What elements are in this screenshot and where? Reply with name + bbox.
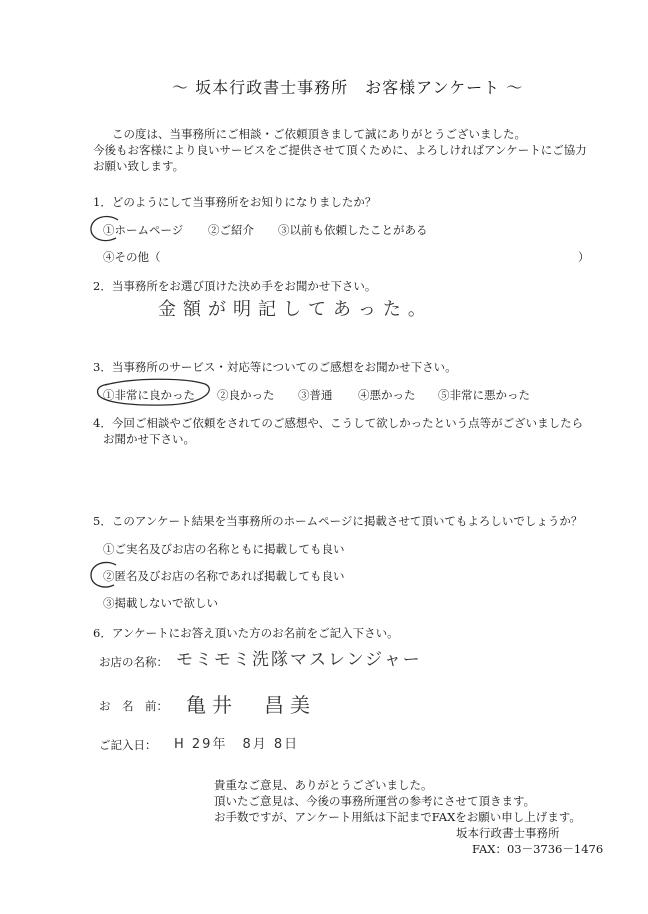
q5-selection-circle bbox=[88, 560, 128, 592]
q2-answer[interactable]: 金額が明記してあった。 bbox=[158, 299, 433, 320]
intro-line-2: 今後もお客様により良いサービスをご提供させて頂くために、よろしければアンケートにご協力 bbox=[93, 143, 587, 157]
fax-number: FAX：03－3736－1476 bbox=[472, 842, 604, 856]
q3-option-very-good[interactable]: ①非常に良かった bbox=[103, 388, 195, 402]
q1-selection-circle bbox=[88, 214, 130, 246]
closing-line-1: 貴重なご意見、ありがとうございました。 bbox=[214, 778, 433, 792]
q1-question: 1．どのようにして当事務所をお知りになりましたか？ bbox=[93, 195, 377, 209]
q2-question: 2．当事務所をお選び頂けた決め手をお聞かせ下さい。 bbox=[93, 279, 377, 293]
q5-question: 5．このアンケート結果を当事務所のホームページに掲載させて頂いてもよろしいでしょうか？ bbox=[93, 514, 583, 528]
closing-line-2: 頂いたご意見は、今後の事務所運営の参考にさせて頂きます。 bbox=[214, 794, 536, 808]
q3-option-very-bad[interactable]: ⑤非常に悪かった bbox=[438, 388, 530, 402]
q3-option-good[interactable]: ②良かった bbox=[217, 388, 275, 402]
name-label: お 名 前： bbox=[99, 699, 168, 713]
q5-option-anonymous[interactable]: ②匿名及びお店の名称であれば掲載しても良い bbox=[103, 569, 345, 583]
q4-question-line-2: お聞かせ下さい。 bbox=[103, 432, 195, 446]
q6-question: 6．アンケートにお答え頂いた方のお名前をご記入下さい。 bbox=[93, 626, 399, 640]
closing-line-3: お手数ですが、アンケート用紙は下記までFAXをお願い申し上げます。 bbox=[214, 810, 581, 824]
shop-name-label: お店の名称： bbox=[99, 655, 168, 669]
shop-name-value[interactable]: モミモミ洗隊マスレンジャー bbox=[176, 650, 422, 670]
q1-other-close: ） bbox=[578, 250, 590, 264]
date-label: ご記入日： bbox=[99, 738, 157, 752]
q3-option-bad[interactable]: ④悪かった bbox=[358, 388, 416, 402]
q1-option-referral[interactable]: ②ご紹介 bbox=[208, 223, 254, 237]
intro-line-1: この度は、当事務所にご相談・ご依頼頂きまして誠にありがとうございました。 bbox=[112, 127, 526, 141]
q1-option-other[interactable]: ④その他（ bbox=[103, 250, 161, 264]
name-value[interactable]: 亀井 昌美 bbox=[186, 693, 316, 717]
q5-option-no-publish[interactable]: ③掲載しないで欲しい bbox=[103, 596, 218, 610]
q5-option-real-name[interactable]: ①ご実名及びお店の名称ともに掲載しても良い bbox=[103, 542, 345, 556]
date-value[interactable]: H 29年 8月 8日 bbox=[174, 737, 300, 752]
q1-option-previous[interactable]: ③以前も依頼したことがある bbox=[278, 223, 428, 237]
q3-selection-circle bbox=[95, 378, 215, 408]
intro-line-3: お願い致します。 bbox=[93, 159, 185, 173]
q3-question: 3．当事務所のサービス・対応等についてのご感想をお聞かせ下さい。 bbox=[93, 360, 457, 374]
office-name: 坂本行政書士事務所 bbox=[456, 826, 560, 840]
q4-question-line-1: 4．今回ご相談やご依頼をされてのご感想や、こうして欲しかったという点等がございましたら bbox=[93, 416, 584, 430]
survey-title: ～ 坂本行政書士事務所 お客様アンケート ～ bbox=[172, 78, 524, 97]
q3-option-normal[interactable]: ③普通 bbox=[298, 388, 333, 402]
q1-option-homepage[interactable]: ①ホームページ bbox=[103, 223, 184, 237]
